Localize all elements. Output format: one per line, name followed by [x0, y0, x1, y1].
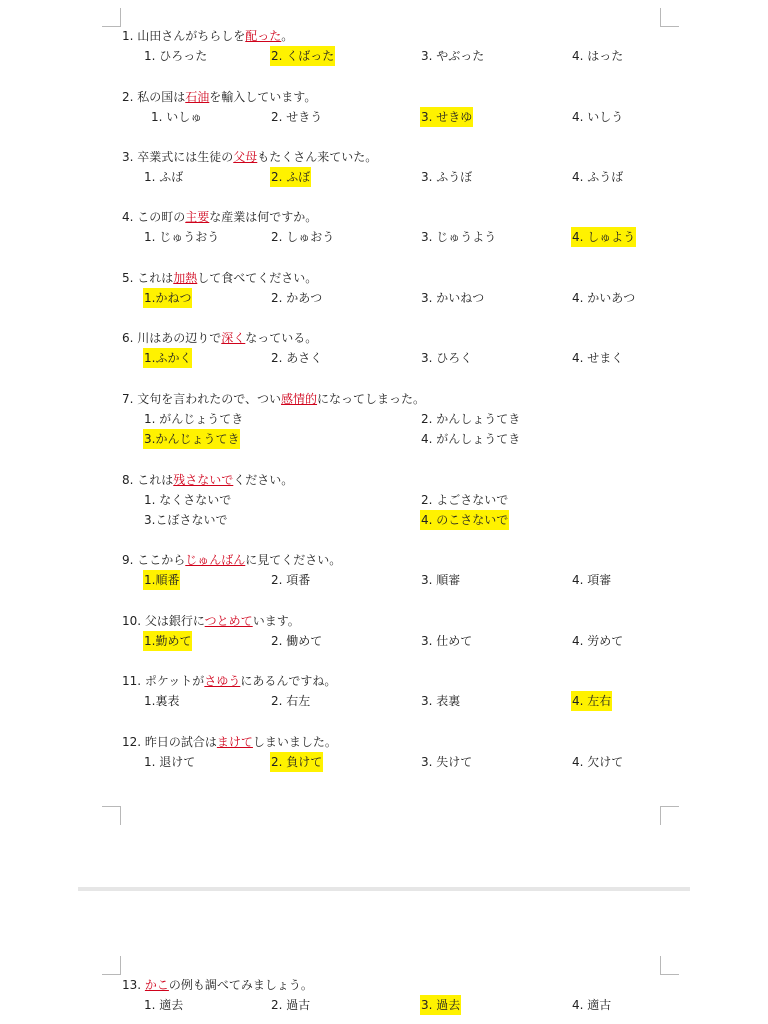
question-1 — [122, 26, 682, 66]
question-5 — [122, 268, 682, 308]
question-stem: 3. 卒業式には生徒の父母もたくさん来ていた。 — [122, 150, 378, 164]
option-4[interactable]: 4. 項審 — [572, 573, 612, 587]
target-word: まけて — [216, 735, 253, 749]
target-word: 感情的 — [281, 392, 318, 406]
question-10 — [122, 611, 682, 651]
target-word: かこ — [144, 978, 169, 992]
option-2[interactable]: 2. 負けて — [270, 752, 323, 772]
question-12 — [122, 732, 682, 772]
option-3[interactable]: 3. じゅうよう — [421, 230, 497, 244]
option-1[interactable]: 1.かねつ — [143, 288, 192, 308]
target-word: つとめて — [204, 614, 253, 628]
option-1[interactable]: 1.順番 — [143, 570, 180, 590]
question-13 — [122, 975, 682, 1015]
option-1[interactable]: 1. がんじょうてき — [144, 412, 244, 426]
options-row — [122, 490, 682, 510]
crop-mark — [102, 956, 121, 975]
question-stem: 9. ここからじゅんばんに見てください。 — [122, 553, 342, 567]
option-4[interactable]: 4. しゅよう — [571, 227, 636, 247]
option-1[interactable]: 1. なくさないで — [144, 493, 232, 507]
option-1[interactable]: 1. じゅうおう — [144, 230, 220, 244]
target-word: 配った — [245, 29, 282, 43]
option-4[interactable]: 4. 適古 — [572, 998, 612, 1012]
question-stem: 1. 山田さんがちらしを配った。 — [122, 29, 294, 43]
option-3[interactable]: 3. せきゆ — [420, 107, 473, 127]
crop-mark — [102, 8, 121, 27]
options-row — [122, 691, 682, 711]
question-stem: 6. 川はあの辺りで深くなっている。 — [122, 331, 318, 345]
crop-mark — [660, 8, 679, 27]
option-2[interactable]: 2. 働めて — [271, 634, 323, 648]
question-stem: 2. 私の国は石油を輸入しています。 — [122, 90, 317, 104]
option-2[interactable]: 2. あさく — [271, 351, 323, 365]
question-stem: 8. これは残さないでください。 — [122, 473, 294, 487]
option-4[interactable]: 4. せまく — [572, 351, 624, 365]
option-3[interactable]: 3. 順審 — [421, 573, 461, 587]
option-3[interactable]: 3. ひろく — [421, 351, 473, 365]
question-stem: 4. この町の主要な産業は何ですか。 — [122, 210, 318, 224]
question-11 — [122, 671, 682, 711]
option-4[interactable]: 4. がんしょうてき — [421, 432, 521, 446]
option-2[interactable]: 2. 右左 — [271, 694, 311, 708]
options-row — [122, 409, 682, 429]
option-4[interactable]: 4. 左右 — [571, 691, 612, 711]
option-3[interactable]: 3. やぶった — [421, 49, 485, 63]
option-3[interactable]: 3. 表裏 — [421, 694, 461, 708]
option-1[interactable]: 1. ふば — [144, 170, 184, 184]
crop-mark — [102, 806, 121, 825]
target-word: さゆう — [204, 674, 241, 688]
question-4 — [122, 207, 682, 247]
option-3[interactable]: 3. 失けて — [421, 755, 473, 769]
options-row — [122, 227, 682, 247]
options-row — [122, 752, 682, 772]
crop-mark — [660, 806, 679, 825]
question-stem: 5. これは加熱して食べてください。 — [122, 271, 318, 285]
question-9 — [122, 550, 682, 590]
option-3[interactable]: 3. 仕めて — [421, 634, 473, 648]
option-2[interactable]: 2. ふぼ — [270, 167, 311, 187]
option-1[interactable]: 1. いしゅ — [151, 110, 203, 124]
target-word: 父母 — [233, 150, 258, 164]
options-row — [122, 631, 682, 651]
options-row — [122, 348, 682, 368]
target-word: 主要 — [185, 210, 210, 224]
question-stem: 13. かこの例も調べてみましょう。 — [122, 978, 313, 992]
options-row — [122, 288, 682, 308]
question-stem: 10. 父は銀行につとめています。 — [122, 614, 300, 628]
question-3 — [122, 147, 682, 187]
target-word: 石油 — [185, 90, 210, 104]
target-word: 残さないで — [173, 473, 234, 487]
option-4[interactable]: 4. のこさないで — [420, 510, 509, 530]
options-row — [122, 429, 682, 449]
option-2[interactable]: 2. しゅおう — [271, 230, 335, 244]
question-6 — [122, 328, 682, 368]
question-stem: 11. ポケットがさゆうにあるんですね。 — [122, 674, 337, 688]
option-2[interactable]: 2. かあつ — [271, 291, 323, 305]
option-2[interactable]: 2. 項番 — [271, 573, 311, 587]
option-2[interactable]: 2. よごさないで — [421, 493, 509, 507]
option-2[interactable]: 2. 過古 — [271, 998, 311, 1012]
question-7 — [122, 389, 682, 449]
target-word: 加熱 — [173, 271, 198, 285]
target-word: 深く — [221, 331, 246, 345]
option-4[interactable]: 4. ふうば — [572, 170, 624, 184]
option-1[interactable]: 1. ひろった — [144, 49, 208, 63]
page-break — [78, 887, 690, 891]
option-4[interactable]: 4. いしう — [572, 110, 624, 124]
option-2[interactable]: 2. かんしょうてき — [421, 412, 521, 426]
options-row — [122, 167, 682, 187]
option-1[interactable]: 1.勤めて — [143, 631, 192, 651]
option-2[interactable]: 2. せきう — [271, 110, 323, 124]
option-1[interactable]: 1. 退けて — [144, 755, 196, 769]
options-row — [122, 995, 682, 1015]
option-4[interactable]: 4. 欠けて — [572, 755, 624, 769]
option-4[interactable]: 4. かいあつ — [572, 291, 636, 305]
options-row — [122, 570, 682, 590]
options-row — [122, 46, 682, 66]
option-1[interactable]: 1.裏表 — [144, 694, 180, 708]
target-word: じゅんばん — [185, 553, 246, 567]
question-2 — [122, 87, 682, 127]
option-2[interactable]: 2. くばった — [270, 46, 335, 66]
question-stem: 12. 昨日の試合はまけてしまいました。 — [122, 735, 337, 749]
option-3[interactable]: 3. 過去 — [420, 995, 461, 1015]
options-row — [122, 510, 682, 530]
option-3[interactable]: 3. かいねつ — [421, 291, 485, 305]
option-3[interactable]: 3.こぼさないで — [144, 513, 228, 527]
option-1[interactable]: 1.ふかく — [143, 348, 192, 368]
option-3[interactable]: 3.かんじょうてき — [143, 429, 240, 449]
option-1[interactable]: 1. 適去 — [144, 998, 184, 1012]
options-row — [122, 107, 682, 127]
question-8 — [122, 470, 682, 530]
option-4[interactable]: 4. はった — [572, 49, 624, 63]
option-4[interactable]: 4. 労めて — [572, 634, 624, 648]
option-3[interactable]: 3. ふうぼ — [421, 170, 473, 184]
crop-mark — [660, 956, 679, 975]
question-stem: 7. 文句を言われたので、つい感情的になってしまった。 — [122, 392, 426, 406]
